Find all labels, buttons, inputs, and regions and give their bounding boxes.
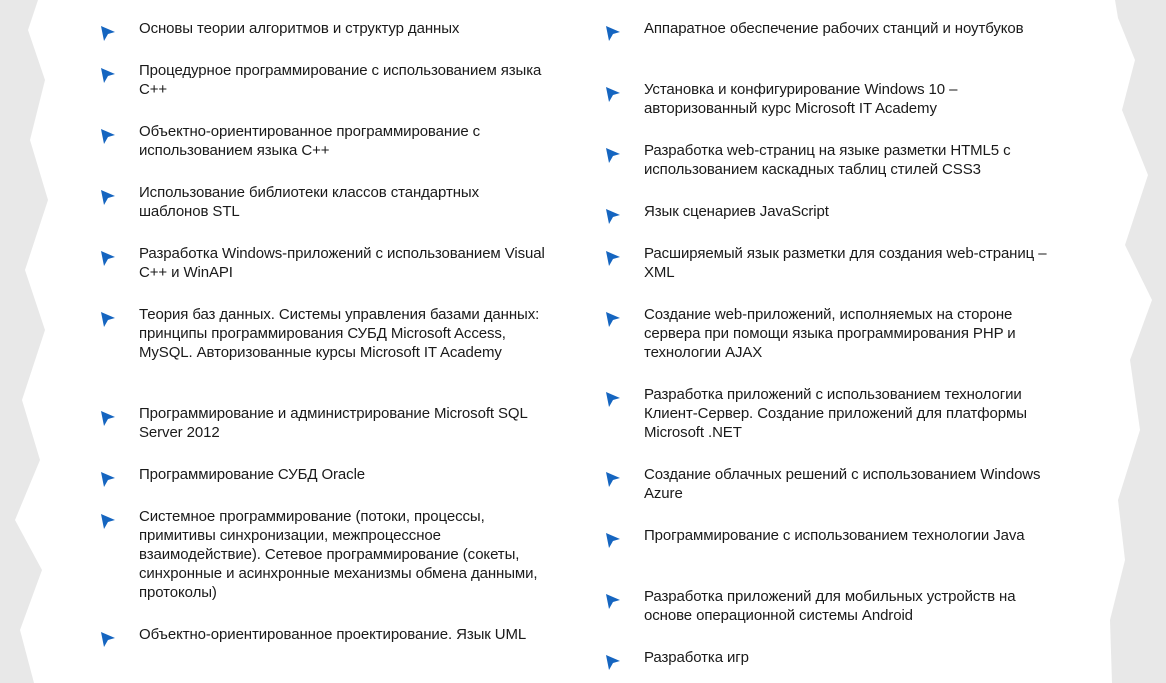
bullet-arrow-icon: [605, 532, 621, 549]
bullet-arrow-icon: [100, 67, 116, 84]
course-title: Язык сценариев JavaScript: [644, 203, 829, 220]
bullet-arrow-icon: [100, 311, 116, 328]
course-title: Создание облачных решений с использованием Windows Azure: [644, 466, 1041, 502]
bullet-arrow-icon: [605, 25, 621, 42]
course-title: Разработка web-страниц на языке разметки HTML5 с использованием каскадных таблиц стилей CSS3: [644, 142, 1011, 178]
bullet-arrow-icon: [605, 250, 621, 267]
bullet-arrow-icon: [100, 631, 116, 648]
bullet-arrow-icon: [605, 391, 621, 408]
course-title: Программирование СУБД Oracle: [139, 466, 366, 483]
bullet-arrow-icon: [100, 128, 116, 145]
bullet-arrow-icon: [605, 147, 621, 164]
course-title: Основы теории алгоритмов и структур данных: [139, 20, 460, 37]
course-title: Расширяемый язык разметки для создания web-страниц – XML: [644, 245, 1047, 281]
course-title: Программирование с использованием технологии Java: [644, 527, 1025, 544]
bullet-arrow-icon: [100, 513, 116, 530]
bullet-arrow-icon: [605, 208, 621, 225]
course-title: Использование библиотеки классов стандартных шаблонов STL: [139, 184, 479, 220]
course-title: Разработка приложений для мобильных устройств на основе операционной системы Android: [644, 588, 1016, 624]
bullet-arrow-icon: [100, 410, 116, 427]
bullet-arrow-icon: [100, 471, 116, 488]
course-title: Разработка Windows-приложений с использованием Visual C++ и WinAPI: [139, 245, 545, 281]
course-title: Системное программирование (потоки, процессы, примитивы синхронизации, межпроцессное взаимодействие). Сетевое программирование (сокеты, синхронные и асинхронные механизмы обмена данными, протоколы): [139, 508, 538, 601]
course-title: Процедурное программирование с использованием языка C++: [139, 62, 542, 98]
course-title: Объектно-ориентированное программирование с использованием языка C++: [139, 123, 481, 159]
course-title: Разработка приложений с использованием технологии Клиент-Сервер. Создание приложений для платформы Microsoft .NET: [644, 386, 1027, 441]
bullet-arrow-icon: [605, 311, 621, 328]
course-title: Программирование и администрирование Microsoft SQL Server 2012: [139, 405, 528, 441]
bullet-arrow-icon: [605, 654, 621, 671]
bullet-arrow-icon: [605, 593, 621, 610]
course-title: Объектно-ориентированное проектирование. Язык UML: [139, 626, 527, 643]
bullet-arrow-icon: [100, 189, 116, 206]
bullet-arrow-icon: [100, 250, 116, 267]
bullet-arrow-icon: [100, 25, 116, 42]
course-title: Разработка игр: [644, 649, 749, 666]
bullet-arrow-icon: [605, 471, 621, 488]
course-title: Создание web-приложений, исполняемых на стороне сервера при помощи языка программирования PHP и технологии AJAX: [644, 306, 1016, 361]
bullet-arrow-icon: [605, 86, 621, 103]
course-title: Аппаратное обеспечение рабочих станций и ноутбуков: [644, 20, 1024, 37]
course-title: Установка и конфигурирование Windows 10 – авторизованный курс Microsoft IT Academy: [644, 81, 958, 117]
course-title: Теория баз данных. Системы управления базами данных: принципы программирования СУБД Microsoft Access, MySQL. Авторизованные курсы Microsoft IT Academy: [139, 306, 540, 361]
